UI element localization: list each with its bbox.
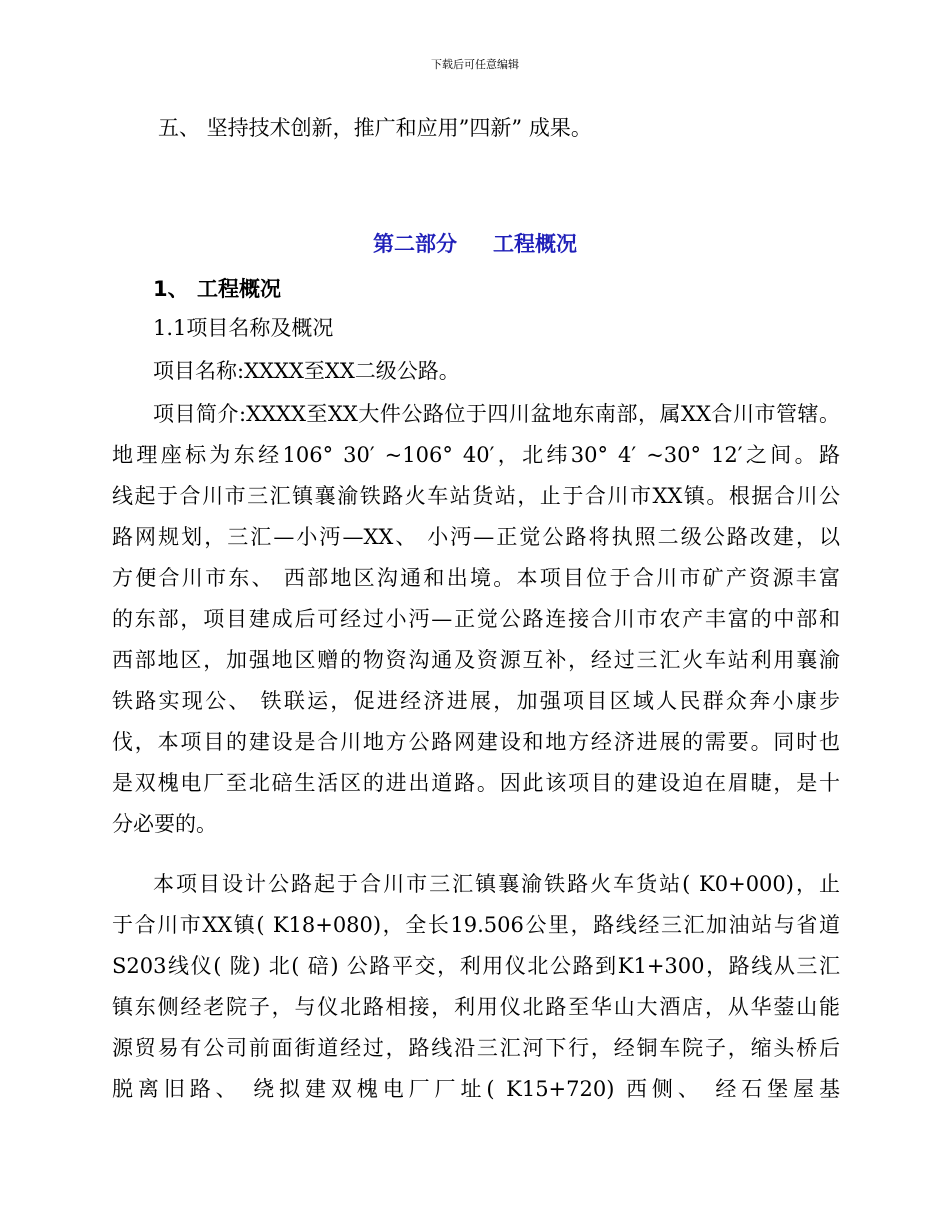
paragraph-line: 镇东侧经老院子，与仪北路相接，利用仪北路至华山大酒店，从华蓥山能 (112, 995, 840, 1019)
paragraph-line: 伐，本项目的建设是合川地方公路网建设和地方经济进展的需要。同时也 (112, 730, 840, 754)
paragraph-line: S203线仪( 陇) 北( 碚) 公路平交，利用仪北公路到K1+300，路线从三汇 (112, 954, 840, 978)
list-item-5: 五、 坚持技术创新，推广和应用”四新” 成果。 (158, 116, 592, 140)
route-paragraph (112, 864, 840, 1110)
paragraph-line: 方便合川市东、 西部地区沟通和出境。本项目位于合川市矿产资源丰富 (112, 566, 840, 590)
paragraph-line: 本项目设计公路起于合川市三汇镇襄渝铁路火车货站( K0+000)，止 (153, 872, 840, 896)
paragraph-line: 于合川市XX镇( K18+080)，全长19.506公里，路线经三汇加油站与省道 (112, 913, 840, 937)
paragraph-line: 分必要的。 (112, 812, 217, 836)
page-header: 下载后可任意编辑 (431, 58, 519, 71)
section-number: 1、 (153, 277, 189, 301)
paragraph-line: 线起于合川市三汇镇襄渝铁路火车站货站，止于合川市XX镇。根据合川公 (112, 484, 840, 508)
paragraph-line: 脱离旧路、 绕拟建双槐电厂厂址( K15+720) 西侧、 经石堡屋基 (112, 1077, 840, 1101)
paragraph-line: 的东部，项目建成后可经过小沔—正觉公路连接合川市农产丰富的中部和 (112, 607, 840, 631)
project-name: 项目名称:XXXX至XX二级公路。 (153, 359, 460, 383)
intro-paragraph (112, 394, 840, 845)
paragraph-line: 是双槐电厂至北碚生活区的进出道路。因此该项目的建设迫在眉睫，是十 (112, 771, 840, 795)
paragraph-line: 路网规划，三汇—小沔—XX、 小沔—正觉公路将执照二级公路改建，以 (112, 525, 840, 549)
paragraph-line: 源贸易有公司前面街道经过，路线沿三汇河下行，经铜车院子，缩头桥后 (112, 1036, 840, 1060)
subsection-heading: 1.1项目名称及概况 (153, 316, 334, 340)
part-title-text: 工程概况 (493, 232, 577, 256)
section-heading (153, 273, 281, 303)
paragraph-line: 铁路实现公、 铁联运，促进经济进展，加强项目区域人民群众奔小康步 (112, 689, 840, 713)
section-title: 工程概况 (197, 277, 281, 301)
part-label: 第二部分 (373, 232, 457, 256)
part-heading (0, 228, 950, 258)
paragraph-line: 西部地区，加强地区赠的物资沟通及资源互补，经过三汇火车站利用襄渝 (112, 648, 840, 672)
paragraph-line: 地理座标为东经106° 30′ ~106° 40′，北纬30° 4′ ~30° 12′之间。路 (112, 443, 840, 467)
paragraph-line: 项目简介:XXXX至XX大件公路位于四川盆地东南部，属XX合川市管辖。 (153, 402, 840, 426)
